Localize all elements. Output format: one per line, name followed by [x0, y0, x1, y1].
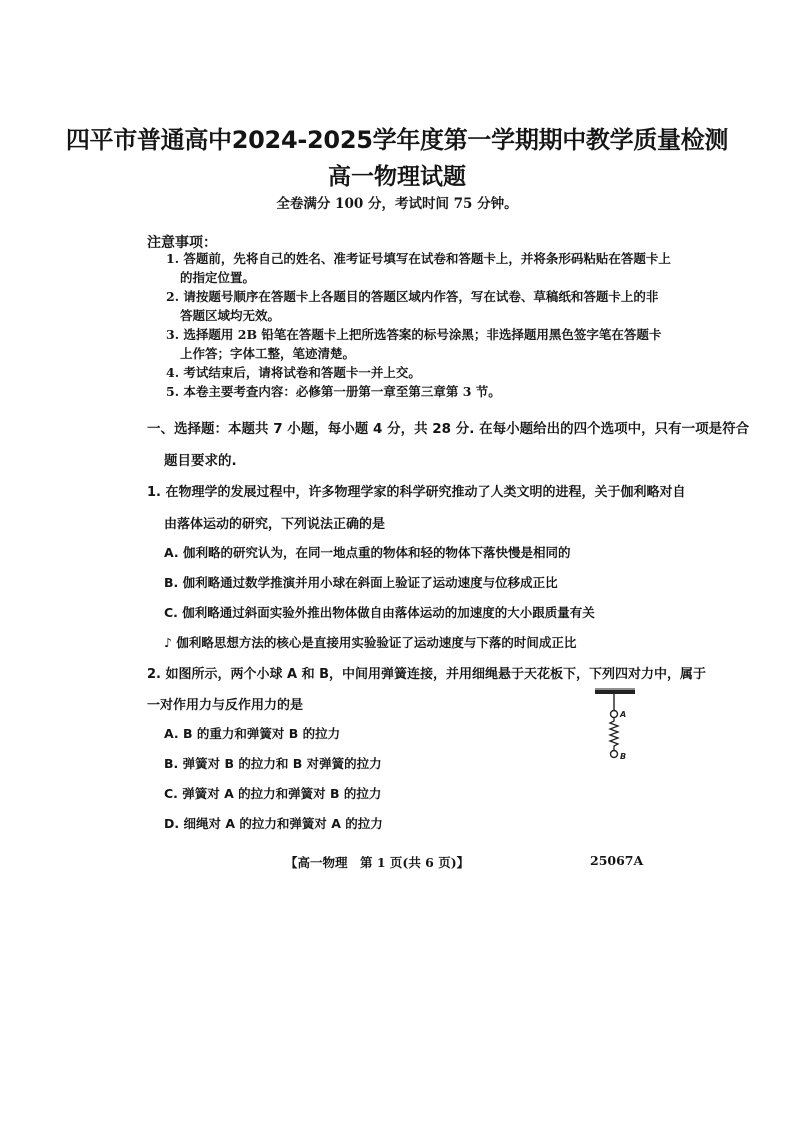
question-2-stem: 2. 如图所示，两个小球 A 和 B，中间用弹簧连接，并用细绳悬于天花板下，下列四对力中，属于: [147, 667, 707, 682]
notes-heading: 注意事项：: [147, 235, 217, 251]
note-line: 5. 本卷主要考查内容：必修第一册第一章至第三章第 3 节。: [166, 384, 501, 399]
label-a: A: [620, 710, 627, 719]
ball-b: [611, 751, 618, 758]
question-2-option-c: C. 弹簧对 A 的拉力和弹簧对 B 的拉力: [164, 786, 382, 801]
question-2-option-a: A. B 的重力和弹簧对 B 的拉力: [164, 726, 341, 741]
footer-code: 25067A: [590, 853, 644, 868]
note-line: 的指定位置。: [180, 270, 256, 285]
note-line: 4. 考试结束后，请将试卷和答题卡一并上交。: [166, 365, 421, 380]
spring-figure: [590, 688, 640, 768]
question-1-option-c: C. 伽利略通过斜面实验外推出物体做自由落体运动的加速度的大小跟质量有关: [164, 605, 595, 620]
spring-coil: [610, 718, 618, 750]
note-line: 答题区域均无效。: [180, 308, 281, 323]
question-2-option-b: B. 弹簧对 B 的拉力和 B 对弹簧的拉力: [164, 756, 382, 771]
question-1-option-a: A. 伽利略的研究认为，在同一地点重的物体和轻的物体下落快慢是相同的: [164, 545, 571, 560]
score-line: 全卷满分 100 分，考试时间 75 分钟。: [276, 196, 518, 212]
label-b: B: [620, 752, 627, 761]
note-line: 2. 请按题号顺序在答题卡上各题目的答题区域内作答，写在试卷、草稿纸和答题卡上的非: [166, 289, 659, 304]
question-1-stem: 1. 在物理学的发展过程中，许多物理学家的科学研究推动了人类文明的进程，关于伽利略对自: [147, 485, 686, 500]
exam-title: 四平市普通高中2024-2025学年度第一学期期中教学质量检测: [65, 126, 729, 154]
note-line: 1. 答题前，先将自己的姓名、准考证号填写在试卷和答题卡上，并将条形码粘贴在答题卡上: [166, 251, 671, 266]
question-2-option-d: D. 细绳对 A 的拉力和弹簧对 A 的拉力: [164, 816, 383, 831]
ceiling-bar: [595, 690, 635, 694]
question-2-stem-cont: 一对作用力与反作用力的是: [147, 698, 304, 713]
question-1-stem-cont: 由落体运动的研究，下列说法正确的是: [164, 517, 386, 532]
question-1-option-d: ♪ 伽利略思想方法的核心是直接用实验验证了运动速度与下落的时间成正比: [164, 635, 577, 650]
section-heading-cont: 题目要求的.: [164, 453, 237, 469]
question-1-option-b: B. 伽利略通过数学推演并用小球在斜面上验证了运动速度与位移成正比: [164, 575, 558, 590]
footer-page-info: 【高一物理 第 1 页(共 6 页)】: [285, 855, 470, 870]
section-heading: 一、选择题：本题共 7 小题，每小题 4 分，共 28 分. 在每小题给出的四个选项中，只有一项是符合: [147, 421, 750, 437]
note-line: 3. 选择题用 2B 铅笔在答题卡上把所选答案的标号涂黑；非选择题用黑色签字笔在答题卡: [166, 327, 662, 342]
note-line: 上作答；字体工整，笔迹清楚。: [180, 346, 356, 361]
exam-subtitle: 高一物理试题: [328, 164, 466, 190]
ball-a: [611, 711, 618, 718]
